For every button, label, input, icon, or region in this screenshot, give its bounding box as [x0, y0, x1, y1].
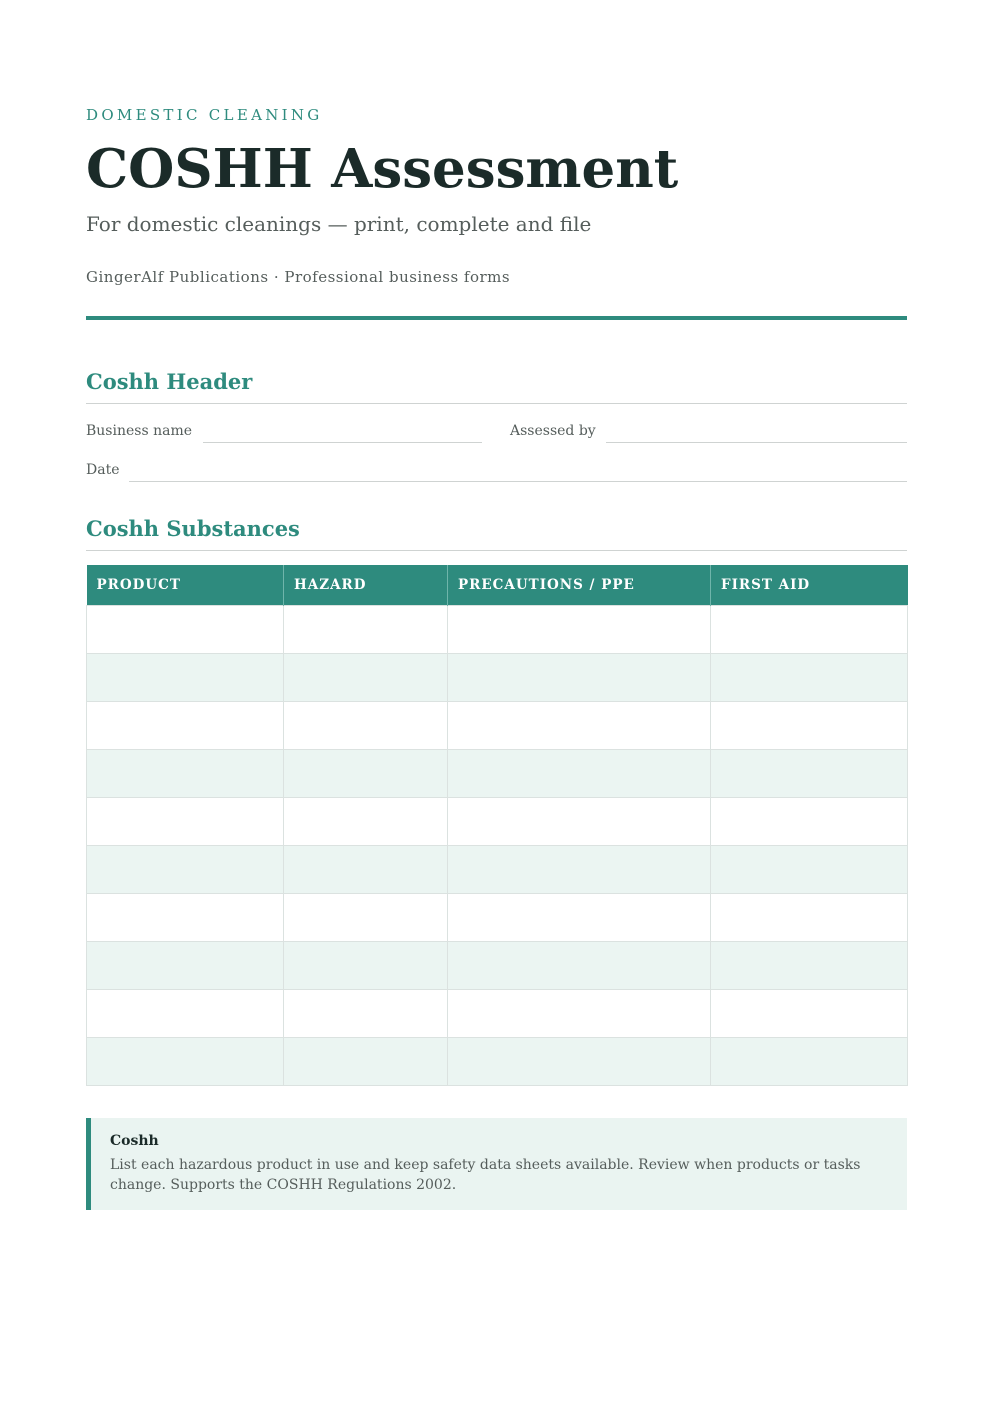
- note-title: Coshh: [110, 1133, 159, 1149]
- product-cell[interactable]: [87, 989, 284, 1037]
- table-row: [87, 605, 908, 653]
- publisher-line: GingerAlf Publications · Professional business forms: [86, 268, 511, 286]
- date-label: Date: [86, 462, 120, 478]
- date-field[interactable]: [129, 481, 907, 482]
- product-cell[interactable]: [87, 1037, 284, 1085]
- header-divider: [86, 316, 907, 320]
- hazard-cell[interactable]: [284, 845, 448, 893]
- page-title: COSHH Assessment: [86, 138, 679, 200]
- column-header-product: PRODUCT: [87, 565, 284, 605]
- product-cell[interactable]: [87, 605, 284, 653]
- hazard-cell[interactable]: [284, 893, 448, 941]
- page-subtitle: For domestic cleanings — print, complete and file: [86, 212, 592, 236]
- product-cell[interactable]: [87, 797, 284, 845]
- precautions-cell[interactable]: [448, 701, 711, 749]
- precautions-cell[interactable]: [448, 845, 711, 893]
- first-aid-cell[interactable]: [711, 701, 908, 749]
- assessed-by-label: Assessed by: [510, 423, 596, 439]
- category-eyebrow: DOMESTIC CLEANING: [86, 106, 323, 124]
- product-cell[interactable]: [87, 941, 284, 989]
- note-body: List each hazardous product in use and keep safety data sheets available. Review when products or tasks change. Supports the COSHH Regulations 2002.: [110, 1157, 861, 1193]
- precautions-cell[interactable]: [448, 797, 711, 845]
- hazard-cell[interactable]: [284, 797, 448, 845]
- table-row: [87, 893, 908, 941]
- hazard-cell[interactable]: [284, 605, 448, 653]
- table-row: [87, 989, 908, 1037]
- precautions-cell[interactable]: [448, 1037, 711, 1085]
- column-header-hazard: HAZARD: [284, 565, 448, 605]
- first-aid-cell[interactable]: [711, 797, 908, 845]
- hazard-cell[interactable]: [284, 701, 448, 749]
- business-name-label: Business name: [86, 423, 193, 439]
- table-row: [87, 845, 908, 893]
- precautions-cell[interactable]: [448, 653, 711, 701]
- first-aid-cell[interactable]: [711, 1037, 908, 1085]
- first-aid-cell[interactable]: [711, 989, 908, 1037]
- section-divider: [86, 550, 907, 551]
- product-cell[interactable]: [87, 653, 284, 701]
- precautions-cell[interactable]: [448, 605, 711, 653]
- first-aid-cell[interactable]: [711, 653, 908, 701]
- table-row: [87, 797, 908, 845]
- table-header-row: [87, 565, 908, 605]
- hazard-cell[interactable]: [284, 941, 448, 989]
- hazard-cell[interactable]: [284, 1037, 448, 1085]
- table-row: [87, 1037, 908, 1085]
- section-title-coshh-substances: Coshh Substances: [86, 516, 300, 541]
- table-row: [87, 941, 908, 989]
- section-divider: [86, 403, 907, 404]
- precautions-cell[interactable]: [448, 941, 711, 989]
- hazard-cell[interactable]: [284, 653, 448, 701]
- column-header-precautions: PRECAUTIONS / PPE: [448, 565, 711, 605]
- coshh-note-box: [86, 1118, 907, 1210]
- precautions-cell[interactable]: [448, 749, 711, 797]
- product-cell[interactable]: [87, 845, 284, 893]
- first-aid-cell[interactable]: [711, 941, 908, 989]
- first-aid-cell[interactable]: [711, 749, 908, 797]
- table-row: [87, 749, 908, 797]
- product-cell[interactable]: [87, 701, 284, 749]
- assessed-by-field[interactable]: [606, 442, 907, 443]
- business-name-field[interactable]: [203, 442, 482, 443]
- precautions-cell[interactable]: [448, 893, 711, 941]
- table-row: [87, 653, 908, 701]
- substances-table: [86, 565, 908, 1086]
- section-title-coshh-header: Coshh Header: [86, 369, 253, 394]
- product-cell[interactable]: [87, 749, 284, 797]
- column-header-first-aid: FIRST AID: [711, 565, 908, 605]
- hazard-cell[interactable]: [284, 749, 448, 797]
- first-aid-cell[interactable]: [711, 893, 908, 941]
- first-aid-cell[interactable]: [711, 845, 908, 893]
- hazard-cell[interactable]: [284, 989, 448, 1037]
- product-cell[interactable]: [87, 893, 284, 941]
- precautions-cell[interactable]: [448, 989, 711, 1037]
- first-aid-cell[interactable]: [711, 605, 908, 653]
- table-row: [87, 701, 908, 749]
